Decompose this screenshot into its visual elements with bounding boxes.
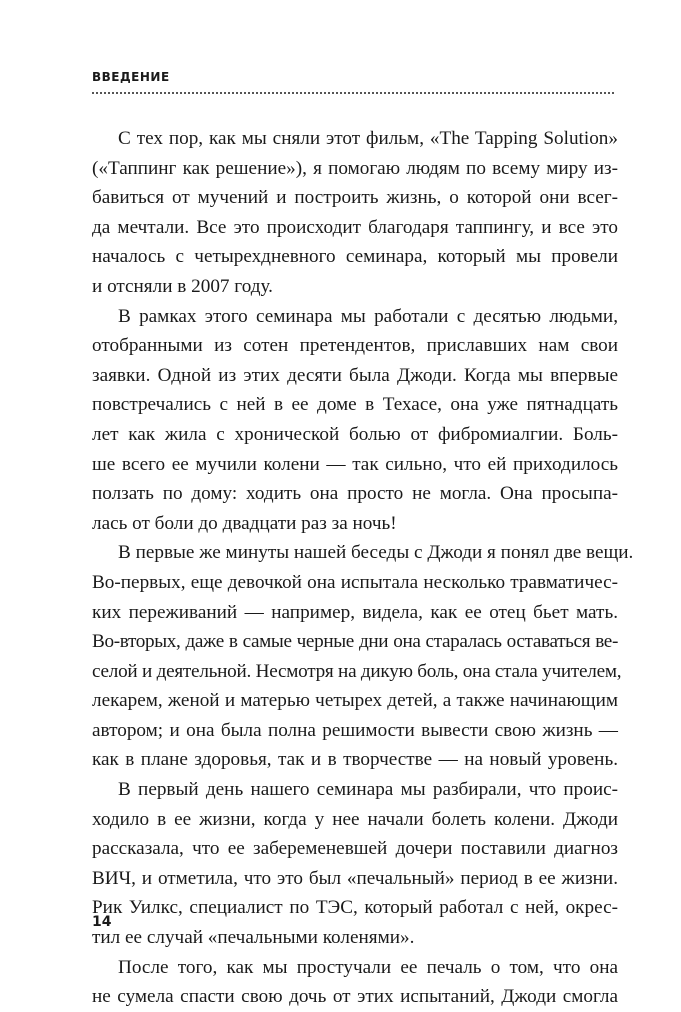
text-line: как в плане здоровья, так и в творчестве — на новый уровень. <box>92 749 618 771</box>
text-line: После того, как мы простучали ее печаль о том, что она <box>118 956 618 978</box>
text-line: тил ее случай «печальными коленями». <box>92 927 415 949</box>
text-line: ких переживаний — например, видела, как ее отец бьет мать. <box>92 601 618 623</box>
text-line: рассказала, что ее забеременевшей дочери поставили диагноз <box>92 838 618 860</box>
text-line: и отсняли в 2007 году. <box>92 275 273 297</box>
text-line: В рамках этого семинара мы работали с десятью людьми, <box>118 305 618 327</box>
text-line: Во-вторых, даже в самые черные дни она старалась оставаться ве- <box>92 631 618 653</box>
text-line: ползать по дому: ходить она просто не могла. Она просыпа- <box>92 483 618 505</box>
text-line: ходило в ее жизни, когда у нее начали болеть колени. Джоди <box>92 808 618 830</box>
text-line: ше всего ее мучили колени — так сильно, что ей приходилось <box>92 453 618 475</box>
page-number: 14 <box>92 914 112 930</box>
header-dotted-rule <box>92 92 614 94</box>
text-line: («Таппинг как решение»), я помогаю людям по всему миру из- <box>92 157 618 179</box>
text-line: Рик Уилкс, специалист по ТЭС, который работал с ней, окрес- <box>92 897 618 919</box>
text-line: ВИЧ, и отметила, что это был «печальный» период в ее жизни. <box>92 867 618 889</box>
body-text <box>92 124 634 1012</box>
text-line: В первый день нашего семинара мы разбирали, что проис- <box>118 779 618 801</box>
text-line: лась от боли до двадцати раз за ночь! <box>92 512 397 534</box>
text-line: отобранными из сотен претендентов, приславших нам свои <box>92 335 618 357</box>
text-line: не сумела спасти свою дочь от этих испытаний, Джоди смогла <box>92 986 618 1008</box>
text-line: повстречались с ней в ее доме в Техасе, она уже пятнадцать <box>92 394 618 416</box>
text-line: заявки. Одной из этих десяти была Джоди. Когда мы впервые <box>92 364 618 386</box>
text-line: селой и деятельной. Несмотря на дикую боль, она стала учителем, <box>92 660 622 682</box>
text-line: началось с четырехдневного семинара, который мы провели <box>92 246 618 268</box>
text-line: да мечтали. Все это происходит благодаря таппингу, и все это <box>92 216 618 238</box>
text-line: лет как жила с хронической болью от фибромиалгии. Боль- <box>92 423 618 445</box>
running-header: ВВЕДЕНИЕ <box>92 70 170 84</box>
text-line: лекарем, женой и матерью четырех детей, а также начинающим <box>92 690 618 712</box>
text-line: бавиться от мучений и построить жизнь, о которой они всег- <box>92 187 618 209</box>
text-line: В первые же минуты нашей беседы с Джоди я понял две вещи. <box>118 542 634 564</box>
text-line: автором; и она была полна решимости вывести свою жизнь — <box>92 719 618 741</box>
text-line: Во-первых, еще девочкой она испытала несколько травматичес- <box>92 571 618 593</box>
text-line: С тех пор, как мы сняли этот фильм, «The Tapping Solution» <box>118 128 618 149</box>
